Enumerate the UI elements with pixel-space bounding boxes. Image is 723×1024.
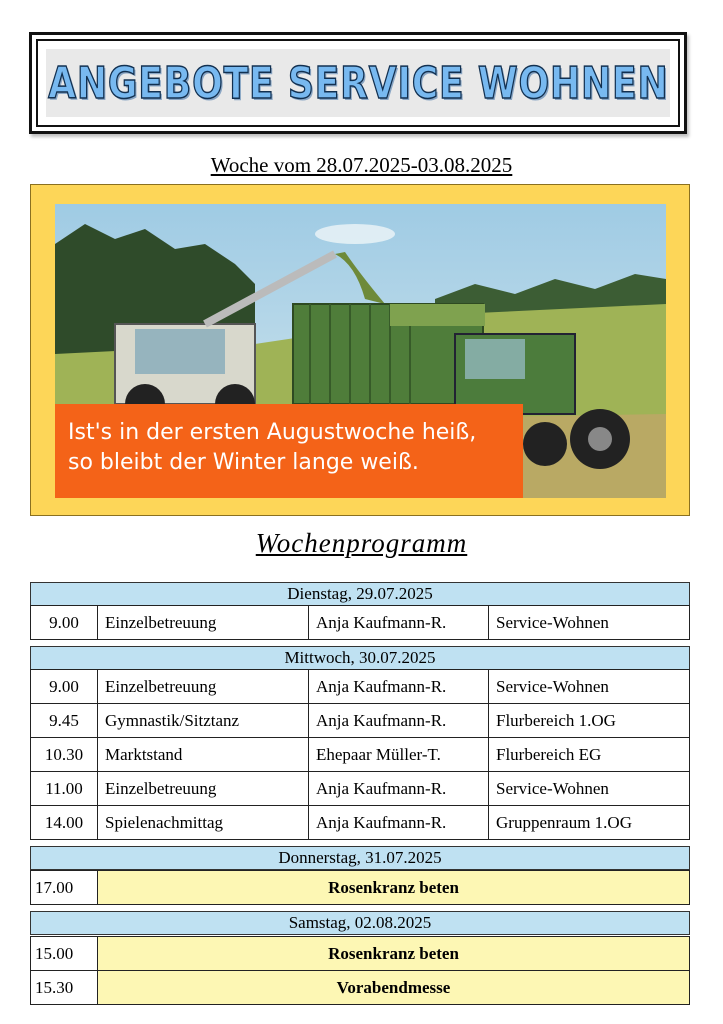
program-title: Wochenprogramm: [255, 528, 468, 558]
event-name-cell: Vorabendmesse: [98, 971, 689, 1004]
person-cell: Anja Kaufmann-R.: [309, 772, 489, 805]
event-name-cell: Rosenkranz beten: [98, 871, 689, 904]
person-cell: Ehepaar Müller-T.: [309, 738, 489, 771]
event-name-cell: Rosenkranz beten: [98, 937, 689, 970]
activity-cell: Spielenachmittag: [98, 806, 309, 839]
title-banner: [29, 32, 687, 134]
person-cell: Anja Kaufmann-R.: [309, 606, 489, 639]
day-header-tuesday: Dienstag, 29.07.2025: [30, 582, 690, 606]
event-row: [30, 870, 690, 905]
activity-cell: Einzelbetreuung: [98, 670, 309, 703]
banner-title: ANGEBOTE SERVICE WOHNEN: [47, 57, 669, 109]
time-cell: 15.30: [31, 971, 98, 1004]
day-header-thursday: Donnerstag, 31.07.2025: [30, 846, 690, 870]
week-range: Woche vom 28.07.2025-03.08.2025: [210, 153, 513, 177]
time-cell: 17.00: [31, 871, 98, 904]
time-cell: 15.00: [31, 937, 98, 970]
harvest-photo: [55, 204, 666, 498]
time-cell: 14.00: [31, 806, 98, 839]
place-cell: Gruppenraum 1.OG: [496, 813, 632, 832]
place-cell: Service-Wohnen: [496, 779, 609, 798]
table-row: [30, 703, 690, 738]
day-header-saturday: Samstag, 02.08.2025: [30, 911, 690, 935]
place-cell: Service-Wohnen: [496, 677, 609, 696]
activity-cell: Marktstand: [98, 738, 309, 771]
time-cell: 9.00: [31, 670, 98, 703]
place-cell: Service-Wohnen: [496, 613, 609, 632]
activity-cell: Gymnastik/Sitztanz: [98, 704, 309, 737]
photo-frame: [30, 184, 690, 516]
activity-cell: Einzelbetreuung: [98, 772, 309, 805]
place-cell: Flurbereich 1.OG: [496, 711, 616, 730]
table-row: [30, 737, 690, 772]
quote-box: [55, 404, 523, 498]
event-row: [30, 936, 690, 971]
table-row: [30, 605, 690, 640]
event-row: [30, 970, 690, 1005]
time-cell: 9.00: [31, 606, 98, 639]
table-row: [30, 669, 690, 704]
quote-line-1: Ist's in der ersten Augustwoche heiß,: [68, 420, 477, 445]
banner-frame: [36, 39, 680, 127]
time-cell: 11.00: [31, 772, 98, 805]
quote-line-2: so bleibt der Winter lange weiß.: [68, 450, 419, 475]
person-cell: Anja Kaufmann-R.: [309, 670, 489, 703]
day-header-wednesday: Mittwoch, 30.07.2025: [30, 646, 690, 670]
activity-cell: Einzelbetreuung: [98, 606, 309, 639]
person-cell: Anja Kaufmann-R.: [309, 704, 489, 737]
banner-background: [46, 49, 670, 117]
time-cell: 10.30: [31, 738, 98, 771]
place-cell: Flurbereich EG: [496, 745, 602, 764]
person-cell: Anja Kaufmann-R.: [309, 806, 489, 839]
time-cell: 9.45: [31, 704, 98, 737]
table-row: [30, 771, 690, 806]
table-row: [30, 805, 690, 840]
